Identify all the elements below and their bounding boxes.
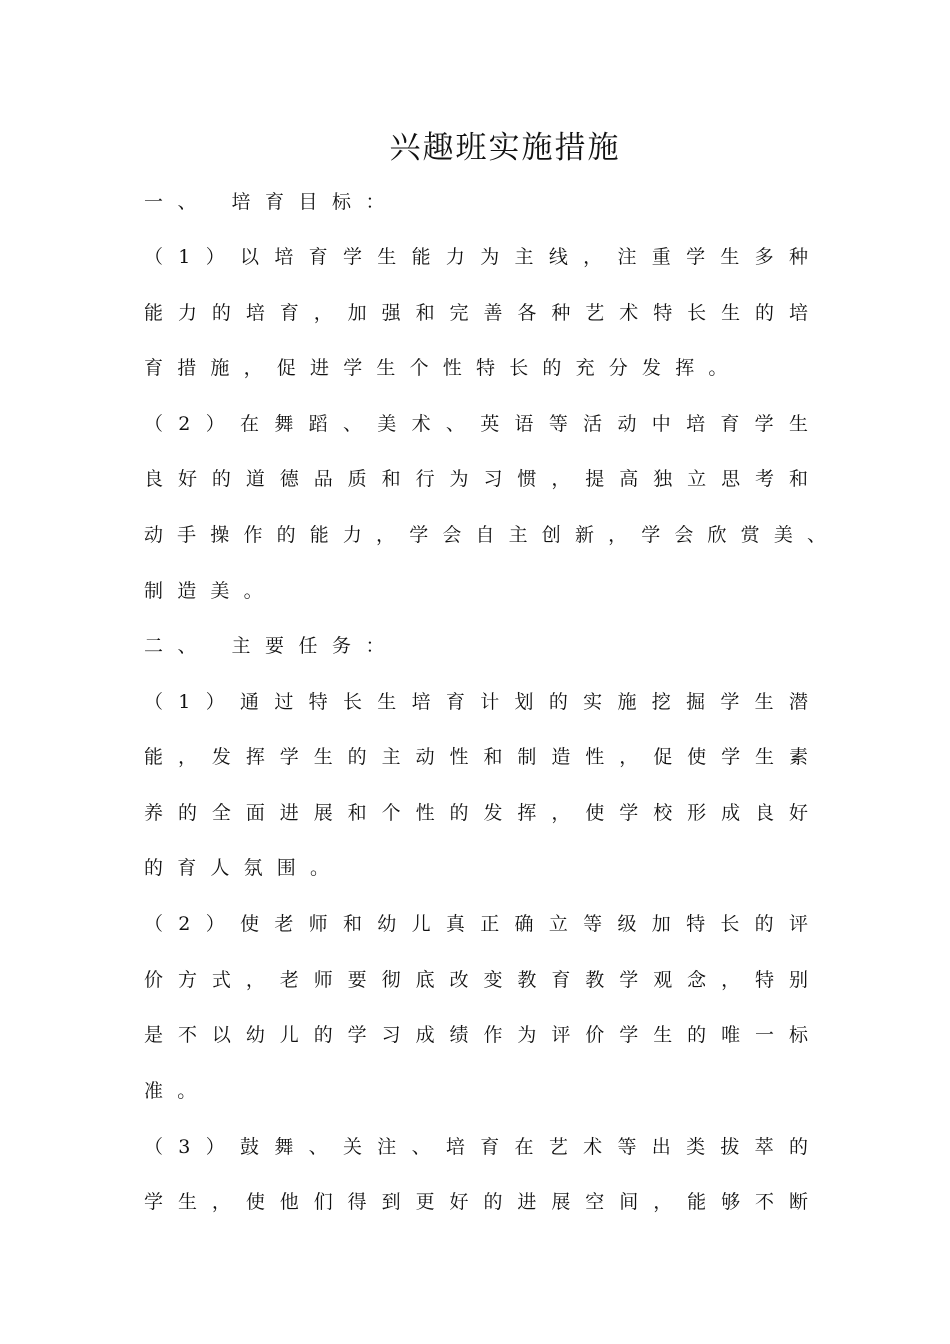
document-title: 兴趣班实施措施 xyxy=(389,130,621,166)
paragraph-line: 能力的培育，加强和完善各种艺术特长生的培 xyxy=(144,302,808,324)
paragraph-line: 是不以幼儿的学习成绩作为评价学生的唯一标 xyxy=(144,1024,808,1046)
section-heading-1: 一、 培育目标： xyxy=(144,191,400,213)
paragraph-line: 良好的道德品质和行为习惯，提高独立思考和 xyxy=(144,468,808,490)
paragraph-line: 育措施，促进学生个性特长的充分发挥。 xyxy=(144,357,742,379)
paragraph-line: 能，发挥学生的主动性和制造性，促使学生素 xyxy=(144,746,808,768)
paragraph-line: 准。 xyxy=(144,1080,211,1102)
paragraph-line: （1）通过特长生培育计划的实施挖掘学生潜 xyxy=(144,691,808,713)
paragraph-line: 制造美。 xyxy=(144,580,277,602)
paragraph-line: 的育人氛围。 xyxy=(144,857,344,879)
paragraph-line: （3）鼓舞、关注、培育在艺术等出类拔萃的 xyxy=(144,1136,808,1158)
paragraph-line: （1）以培育学生能力为主线，注重学生多种 xyxy=(144,246,808,268)
paragraph-line: （2）使老师和幼儿真正确立等级加特长的评 xyxy=(144,913,808,935)
paragraph-line: （2）在舞蹈、美术、英语等活动中培育学生 xyxy=(144,413,808,435)
section-heading-2: 二、 主要任务： xyxy=(144,635,400,657)
paragraph-line: 学生，使他们得到更好的进展空间，能够不断 xyxy=(144,1191,808,1213)
paragraph-line: 动手操作的能力，学会自主创新，学会欣赏美、 xyxy=(144,524,826,546)
paragraph-line: 价方式，老师要彻底改变教育教学观念，特别 xyxy=(144,969,808,991)
paragraph-line: 养的全面进展和个性的发挥，使学校形成良好 xyxy=(144,802,808,824)
